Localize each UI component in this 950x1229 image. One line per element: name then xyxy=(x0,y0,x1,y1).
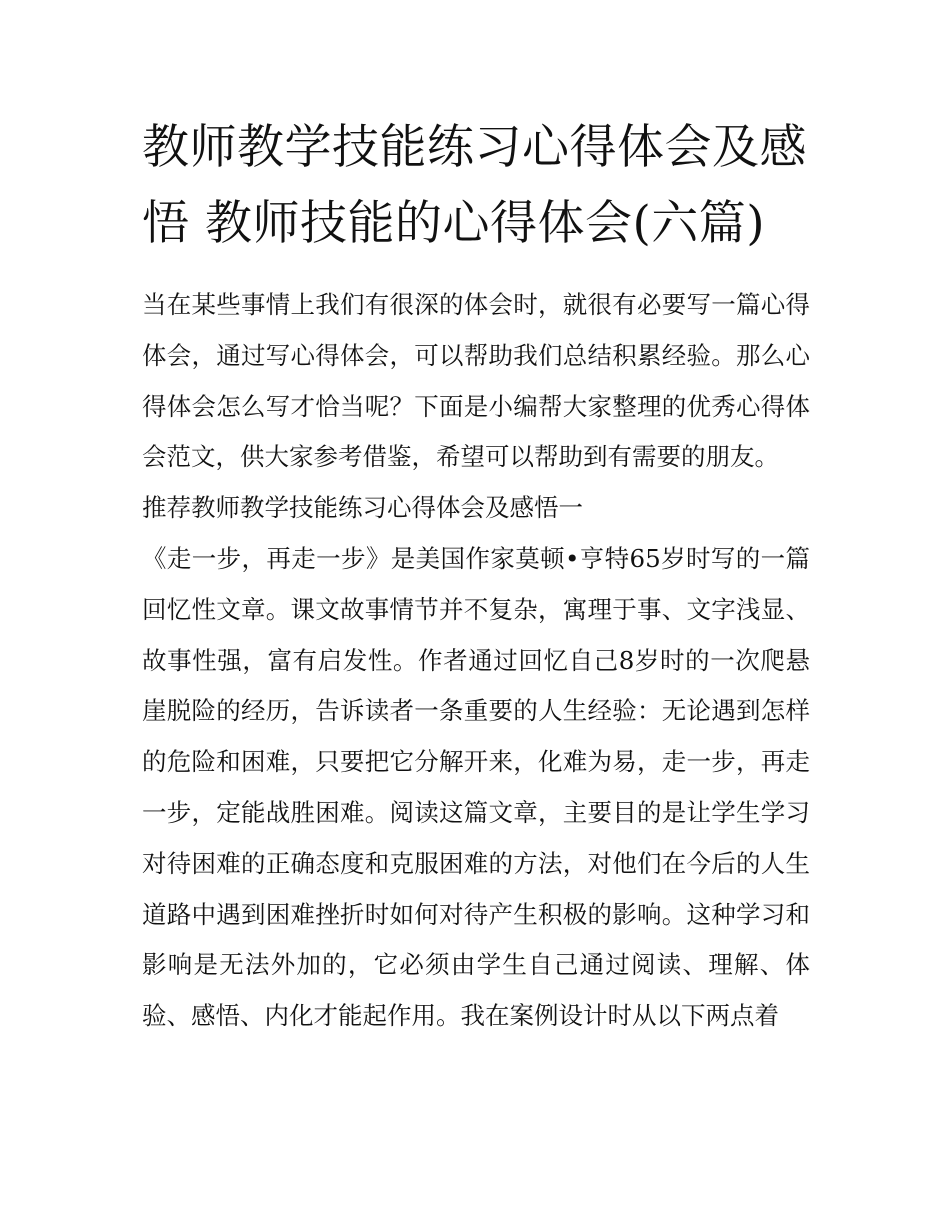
intro-paragraph: 当在某些事情上我们有很深的体会时，就很有必要写一篇心得体会，通过写心得体会，可以帮助我们总结积累经验。那么心得体会怎么写才恰当呢？下面是小编帮大家整理的优秀心得体会范文，供大家参考借鉴，希望可以帮助到有需要的朋友。 xyxy=(142,290,810,472)
body-paragraph: 《走一步，再走一步》是美国作家莫顿•亨特65岁时写的一篇回忆性文章。课文故事情节并不复杂，寓理于事、文字浅显、故事性强，富有启发性。作者通过回忆自己8岁时的一次爬悬崖脱险的经历，告诉读者一条重要的人生经验：无论遇到怎样的危险和困难，只要把它分解开来，化难为易，走一步，再走一步，定能战胜困难。阅读这篇文章，主要目的是让学生学习对待困难的正确态度和克服困难的方法，对他们在今后的人生道路中遇到困难挫折时如何对待产生积极的影响。这种学习和影响是无法外加的，它必须由学生自己通过阅读、理解、体验、感悟、内化才能起作用。我在案例设计时从以下两点着 xyxy=(142,543,810,1031)
section-heading: 推荐教师教学技能练习心得体会及感悟一 xyxy=(142,493,583,523)
document-body xyxy=(142,280,810,1042)
document-title: 教师教学技能练习心得体会及感悟 教师技能的心得体会(六篇) xyxy=(142,120,807,251)
